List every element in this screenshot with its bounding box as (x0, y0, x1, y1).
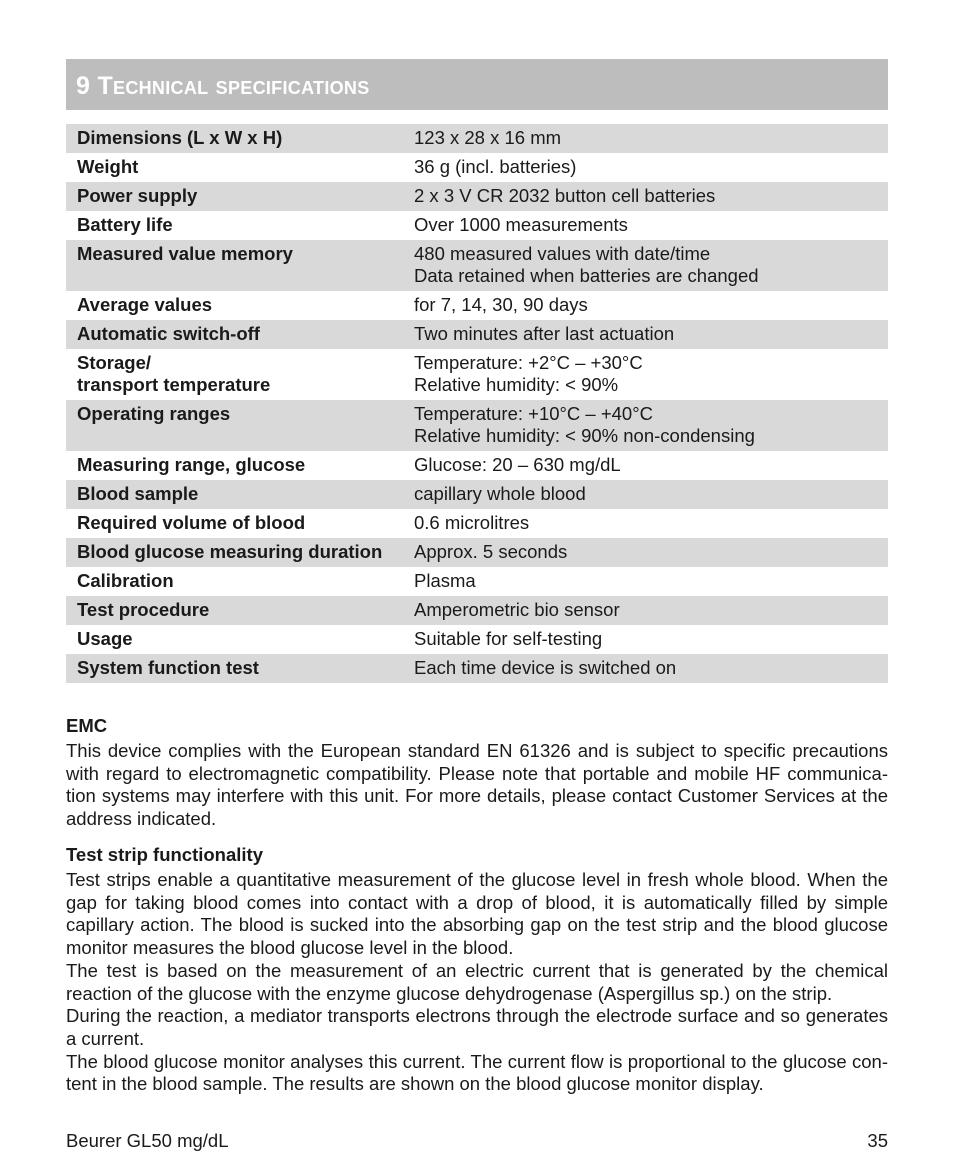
spec-value-line: Plasma (414, 570, 476, 591)
spec-label: Power supply (66, 182, 414, 211)
spec-row (66, 451, 888, 480)
spec-value (414, 596, 888, 625)
spec-value-line: Temperature: +2°C – +30°C (414, 352, 643, 373)
spec-row (66, 182, 888, 211)
spec-row (66, 240, 888, 291)
spec-label-line: transport temperature (77, 374, 271, 395)
spec-value-line: Amperometric bio sensor (414, 599, 620, 620)
emc-section (66, 715, 888, 831)
spec-label: Measured value memory (66, 240, 414, 291)
spec-label: Automatic switch-off (66, 320, 414, 349)
spec-value-line: Each time device is switched on (414, 657, 677, 678)
spec-value (414, 211, 888, 240)
spec-row (66, 320, 888, 349)
test-strip-heading: Test strip functionality (66, 844, 264, 865)
spec-value-line: Two minutes after last actuation (414, 323, 675, 344)
spec-value-line: Glucose: 20 – 630 mg/dL (414, 454, 621, 475)
spec-value-line: for 7, 14, 30, 90 days (414, 294, 588, 315)
emc-text: This device complies with the European standard EN 61326 and is subject to specific precautions with regard to electromagnetic compatibility. Please note that portable and mobile HF communication systems may interfere with this unit. For more details, please contact Customer Services at the address indicated. (66, 740, 888, 830)
spec-value-line: Over 1000 measurements (414, 214, 628, 235)
spec-row (66, 538, 888, 567)
spec-row (66, 291, 888, 320)
spec-label: Usage (77, 628, 133, 649)
spec-value (414, 153, 888, 182)
test-strip-paragraph: The blood glucose monitor analyses this current. The current flow is proportional to the glucose content in the blood sample. The results are shown on the blood glucose monitor display. (66, 1050, 888, 1095)
spec-label-line: Storage/ (77, 352, 152, 373)
spec-value (414, 349, 888, 400)
test-strip-paragraph: Test strips enable a quantitative measurement of the glucose level in fresh whole blood. When the gap for taking blood comes into contact with a drop of blood, it is automatically filled by simple capillary action. The blood is sucked into the absorbing gap on the test strip and the blood glucose monitor measures the blood glucose level in the blood. (66, 869, 888, 959)
spec-value (414, 400, 888, 451)
spec-row (66, 400, 888, 451)
spec-value (414, 567, 888, 596)
spec-value-line: 480 measured values with date/time (414, 243, 711, 264)
spec-value (414, 240, 888, 291)
spec-row (66, 124, 888, 153)
spec-row (66, 509, 888, 538)
spec-value-line: Suitable for self-testing (414, 628, 603, 649)
page-number: 35 (867, 1130, 888, 1151)
spec-label (66, 349, 414, 400)
spec-label: Required volume of blood (77, 512, 306, 533)
spec-label: Weight (77, 156, 139, 177)
spec-label: Dimensions (L x W x H) (66, 124, 414, 153)
specifications-table (66, 124, 888, 683)
spec-value-line: 0.6 microlitres (414, 512, 530, 533)
test-strip-paragraph: The test is based on the measurement of an electric current that is generated by the chemical reaction of the glucose with the enzyme glucose dehydrogenase (Aspergillus sp.) on the strip. (66, 959, 888, 1004)
spec-label: Blood glucose measuring duration (66, 538, 414, 567)
spec-row (66, 596, 888, 625)
spec-value-line: capillary whole blood (414, 483, 586, 504)
spec-value (414, 320, 888, 349)
spec-value (414, 538, 888, 567)
spec-value (414, 509, 888, 538)
section-header (66, 59, 888, 110)
spec-value (414, 182, 888, 211)
spec-value-line: 36 g (incl. batteries) (414, 156, 577, 177)
spec-value (414, 480, 888, 509)
spec-label: Battery life (77, 214, 173, 235)
spec-value (414, 654, 888, 683)
spec-label: Calibration (77, 570, 174, 591)
spec-value (414, 291, 888, 320)
spec-label: Average values (77, 294, 213, 315)
spec-label: Test procedure (66, 596, 414, 625)
spec-row (66, 480, 888, 509)
spec-value-line: Relative humidity: < 90% non-condensing (414, 425, 755, 446)
spec-label: System function test (66, 654, 414, 683)
spec-value-line: Relative humidity: < 90% (414, 374, 619, 395)
spec-label: Operating ranges (66, 400, 414, 451)
test-strip-section (66, 844, 888, 1096)
spec-row (66, 625, 888, 654)
test-strip-paragraph: During the reaction, a mediator transports electrons through the electrode surface and so generates a current. (66, 1005, 888, 1049)
spec-value-line: 123 x 28 x 16 mm (414, 127, 562, 148)
spec-value (414, 451, 888, 480)
spec-value-line: Data retained when batteries are changed (414, 265, 759, 286)
emc-heading: EMC (66, 715, 108, 736)
section-title: 9 Technical specifications (76, 72, 370, 100)
spec-row (66, 211, 888, 240)
spec-row (66, 153, 888, 182)
spec-row (66, 654, 888, 683)
spec-value-line: Temperature: +10°C – +40°C (414, 403, 653, 424)
spec-value-line: 2 x 3 V CR 2032 button cell batteries (414, 185, 716, 206)
spec-label: Measuring range, glucose (77, 454, 306, 475)
spec-row (66, 349, 888, 400)
spec-value (414, 124, 888, 153)
spec-value (414, 625, 888, 654)
spec-value-line: Approx. 5 seconds (414, 541, 568, 562)
footer-product: Beurer GL50 mg/dL (66, 1130, 229, 1151)
spec-row (66, 567, 888, 596)
spec-label: Blood sample (66, 480, 414, 509)
